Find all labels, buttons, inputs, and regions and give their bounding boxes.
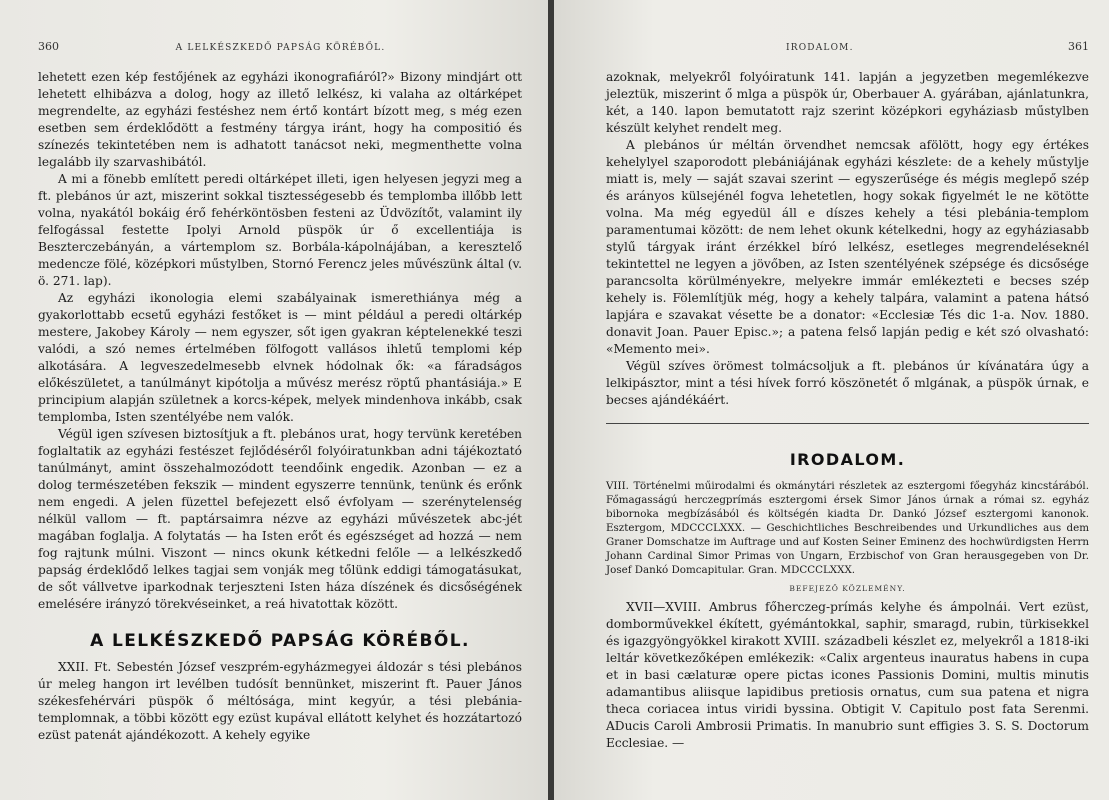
closing-paragraph: XVII—XVIII. Ambrus főherczeg-prímás kelyhe és ámpolnái. Vert ezüst, domborművekkel ékített, gyémántokkal, saphir, smaragd, rubin, türkisekkel és igazgyöngyökkel kirakott XVIII. századbeli készlet ez, melyekről a 1818-iki leltár következőképen emlékezik: «Calix argenteus inauratus habens in cupa et in basi cælaturæ opere pictas icones Passionis Domini, multis minutis adamantibus aliisque lapidibus pretiosis ornatus, cum sua patena et nigra theca coriacea intus viridi byssina. Obtigit V. Capitulo post fata Serenmi. ADucis Caroli Ambrosii Primatis. In manubrio sunt effigies 3. S. S. Doctorum Ecclesiae. — — [606, 600, 1089, 750]
right-page — [554, 0, 1109, 800]
paragraph: Végül szíves örömest tolmácsoljuk a ft. plebános úr kívánatára úgy a lelkipásztor, mint a tési hívek forró köszönetét ő mlgának, a püspök úrnak, e becses ajándékáért. — [606, 359, 1089, 407]
section-title-right: IRODALOM. — [789, 450, 906, 469]
page-number-right: 361 — [1068, 40, 1089, 53]
paragraph: Végül igen szívesen biztosítjuk a ft. plebános urat, hogy tervünk keretében foglaltatik az egyházi festészet fejlődéséről folyóiratunkban adni tájékoztató tanúlmányt, amint összehalmozódott teendőink engedik. Azonban — ez a dolog természetében fekszik — mindent egyszerre tennünk, tenünk és erőnk nem engedi. A jelen füzettel befejezett első évfolyam — szerénytelenség nélkül vallom — ft. paptársaimra nézve az egyházi művészetek abc-jét magában foglalja. A folytatás — ha Isten erőt és egészséget ad hozzá — nem fog rajtunk múlni. Viszont — nincs okunk kétkedni felőle — a lelkészkedő papság érdeklődő lelkes tagjai sem vonják meg tőlünk eddigi támogatásukat, de sőt vállvetve iparkodnak terjeszteni Isten háza díszének és dicsőségének emelésére irányzó törekvéseinket, a reá hivatottak között. — [38, 427, 522, 611]
paragraph: A plebános úr méltán örvendhet nemcsak afölött, hogy egy értékes kehelylyel szaporodott plebániájának egyházi készlete: de a kehely műstylje miatt is, mely — saját szavai szerint — egyszerűsége és mégis meglepő szép és arányos külsejénél fogva lehetetlen, hogy sokak figyelmét le ne kötötte volna. Ma még egyedül áll e díszes kehely a tési plebánia-templom paramentumai között: de nem lehet okunk kételkedni, hogy az egyháziasabb stylű tárgyak iránt érzékkel bíró lelkész, esetleges megrendeléseknél tekintettel ne legyen a jövőben, az Isten szentélyének szépsége és dicsősége parancsolta körülményekre, melyekre immár emlékezteti e becses szép kehely is. Fölemlítjük még, hogy a kehely talpára, valamint a patena hátsó lapjára e szavakat vésette be a donator: «Ecclesiæ Tés dic 1-a. Nov. 1880. donavit Joan. Pauer Episc.»; a patena felső lapján pedig e két szó olvasható: «Memento mei». — [606, 138, 1089, 356]
paragraph: A mi a fönebb említett peredi oltárképet illeti, igen helyesen jegyzi meg a ft. plebános úr azt, miszerint sokkal tisztességesebb és templomba illőbb lett volna, nyakától bokáig érő fehérköntösben festeni az Üdvözítőt, valamint ily felfogással festette Ipolyi Arnold püspök úr ő excellentiája is Beszterczebányán, a vártemplom sz. Borbála-kápolnájában, a keresztelő medencze fölé, középkori műstylben, Stornó Ferencz jeles művészünk által (v. ö. 271. lap). — [38, 172, 522, 288]
running-head-left — [38, 40, 522, 53]
left-page — [0, 0, 548, 800]
section-divider — [606, 423, 1089, 424]
paragraph: azoknak, melyekről folyóiratunk 141. lapján a jegyzetben megemlékezve jeleztük, miszerint ő mlga a püspök úr, Oberbauer A. gyárában, ajánlatunkra, két, a 140. lapon bemutatott rajz szerint középkori egyháziasb műstylben készült kelyhet rendelt meg. — [606, 70, 1089, 135]
section-title-left: A LELKÉSZKEDŐ PAPSÁG KÖRÉBŐL. — [90, 631, 470, 651]
subheading: BEFEJEZŐ KÖZLEMÉNY. — [789, 584, 906, 593]
paragraph: lehetett ezen kép festőjének az egyházi ikonografiáról?» Bizony mindjárt ott lehetett elhibázva a dolog, hogy az illető lelkész, ki valaha az oltárképet megrendelte, az egyházi festéshez nem értő kontárt bízott meg, s még ezen esetben sem érdeklődött a festmény tárgya iránt, hogy ha compositió és színezés tekintetében nem is adhatott tanácsot neki, megmenthette volna legalább ily szarvashibától. — [38, 70, 522, 169]
literature-entry: VIII. Történelmi műirodalmi és okmánytári részletek az esztergomi főegyház kincstárából. Főmagasságú herczegprímás esztergomi érsek Simor János úrnak a római sz. egyház bibornoka megbízásából és költségén kiadta Dr. Dankó József esztergomi kanonok. Esztergom, MDCCCLXXX. — Geschichtliches Beschreibendes und Urkundliches aus dem Graner Domschatze im Auftrage und auf Kosten Seiner Eminenz des hochwürdigsten Herrn Johann Cardinal Simor Primas von Ungarn, Erzbischof von Gran herausgegeben von Dr. Josef Dankó Domcapitular. Gran. MDCCCLXXX. — [606, 480, 1089, 576]
page-number-left: 360 — [38, 40, 59, 53]
running-head-title-right: IRODALOM. — [786, 43, 854, 53]
running-head-title-left: A LELKÉSZKEDŐ PAPSÁG KÖRÉBŐL. — [175, 43, 386, 53]
paragraph: Az egyházi ikonologia elemi szabályainak ismerethiánya még a gyakorlottabb ecsetű egyházi festőket is — mint például a peredi oltárkép mestere, Jakobey Károly — nem egyszer, sőt igen gyakran képtelenekké teszi valódi, a szó nemes értelmében fölfogott vallásos ihletű templomi kép alkotására. A legveszedelmesebb elvnek hódolnak ők: «a fáradságos előkészületet, a tanúlmányt kipótolja a művész merész röptű phantásiája.» E principium alapján születnek a korcs-képek, melyek mindenhova inkább, csak templomba, Isten szentélyébe nem valók. — [38, 291, 522, 424]
section-paragraph: XXII. Ft. Sebestén József veszprém-egyházmegyei áldozár s tési plebános úr meleg hangon irt levélben tudósít bennünket, miszerint ft. Pauer János székesfehérvári püspök ő méltósága, mint kegyúr, a tési plebánia-templomnak, a többi között egy ezüst kupával ellátott kelyhet és hozzátartozó ezüst patenát ajándékozott. A kehely egyike — [38, 660, 522, 742]
running-head-right — [606, 40, 1089, 53]
